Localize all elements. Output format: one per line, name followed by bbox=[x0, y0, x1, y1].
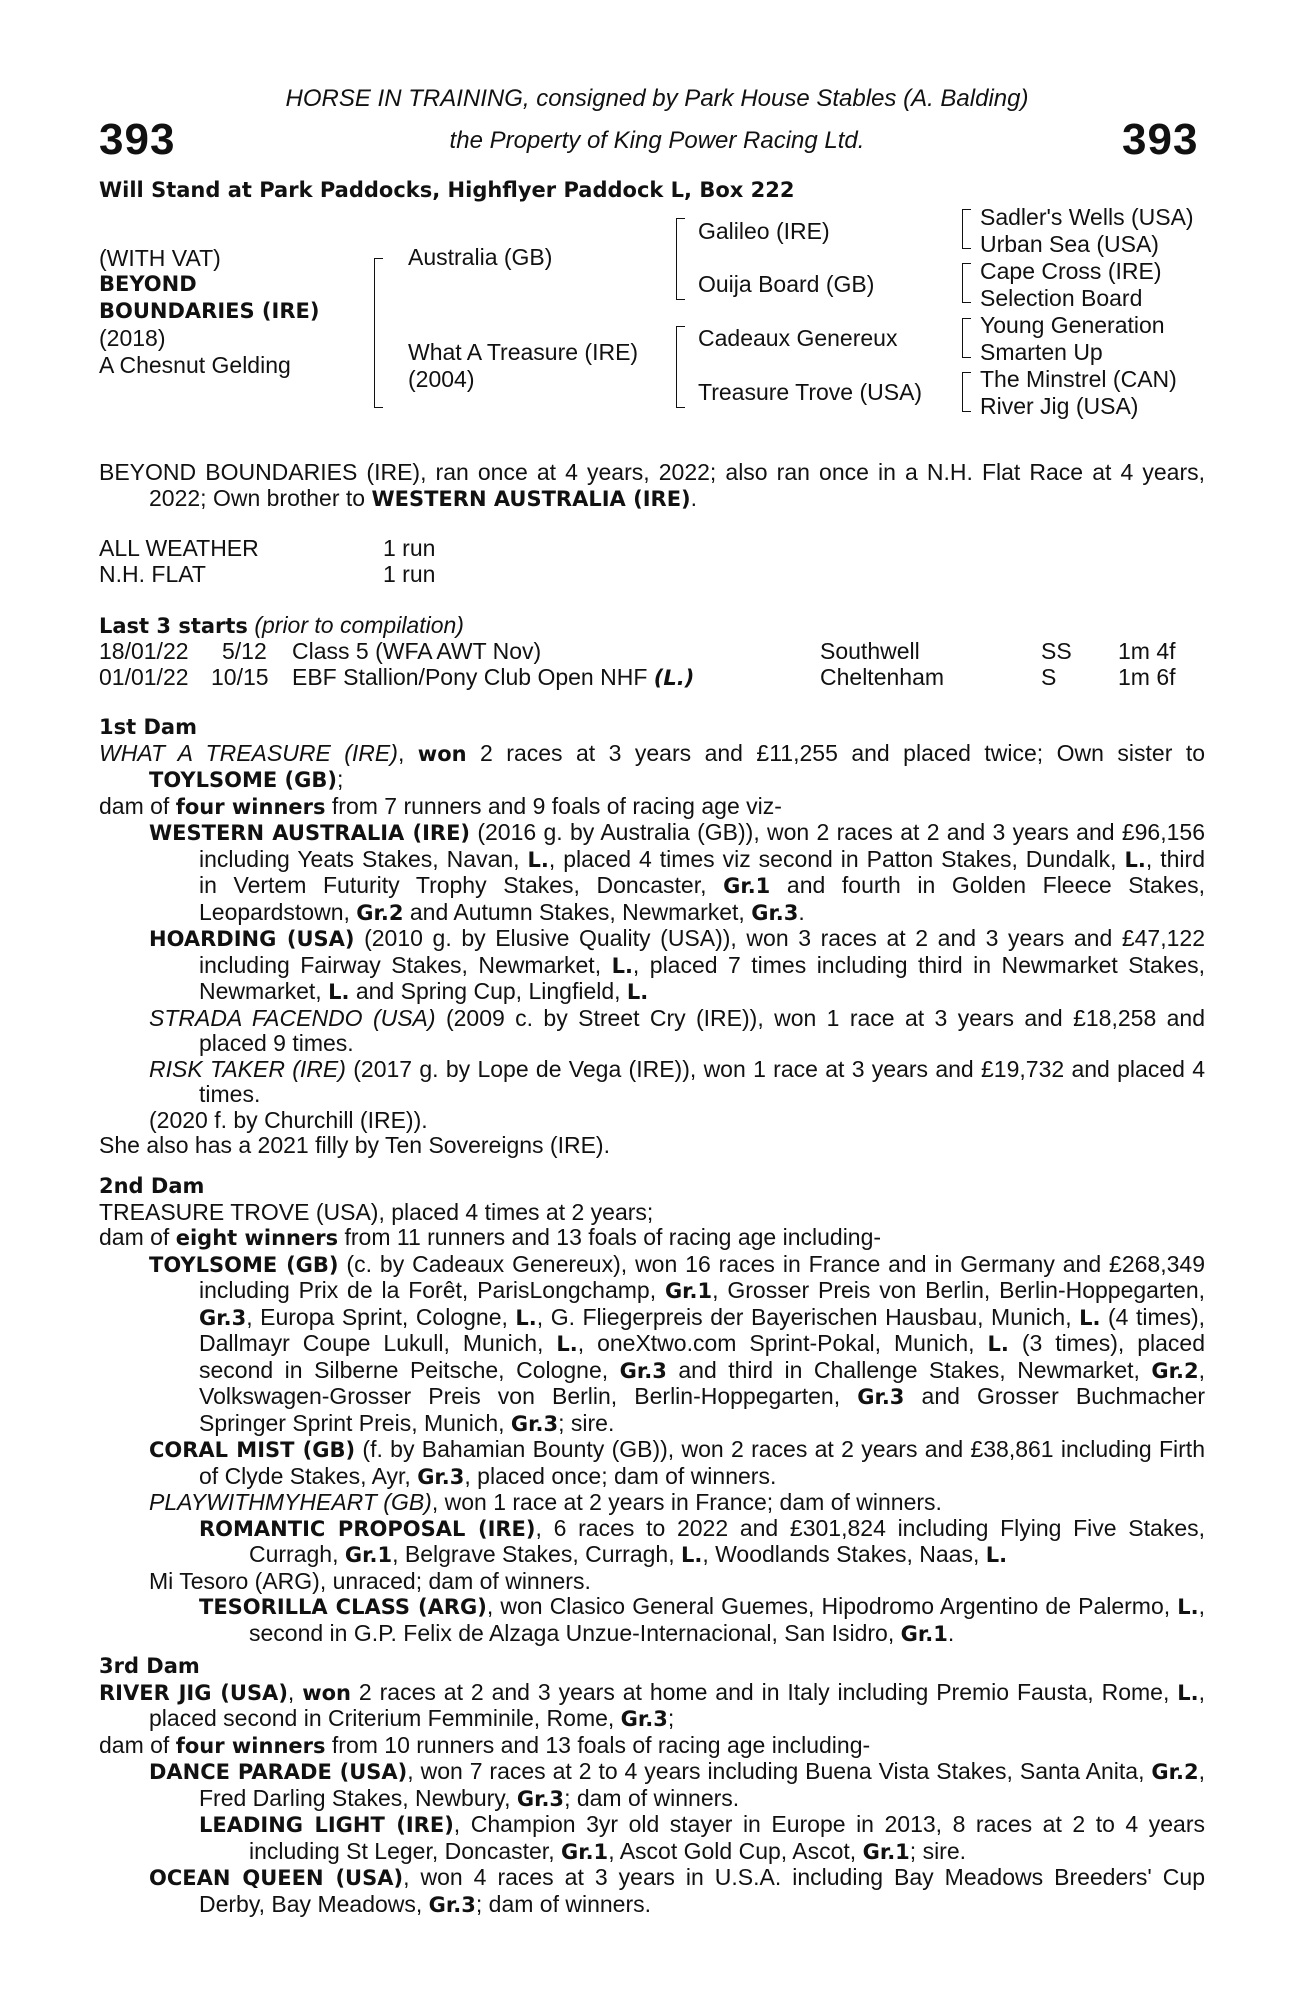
t: and fourth in Golden Fleece Stakes, Leopardstown, bbox=[199, 872, 1205, 925]
ped-dsd: Smarten Up bbox=[980, 339, 1103, 365]
ped-dss: Young Generation bbox=[980, 312, 1165, 338]
start-distance: 1m 6f bbox=[1118, 664, 1176, 690]
ped-sss: Sadler's Wells (USA) bbox=[980, 204, 1194, 230]
punct: ; bbox=[337, 766, 344, 792]
third-dam-para: RIVER JIG (USA), won 2 races at 2 and 3 years at home and in Italy including Premio Fausta, Rome, L., placed second in Criterium Femminile, Rome, Gr.3; bbox=[99, 1678, 1205, 1731]
grade: Gr.3 bbox=[619, 1358, 667, 1383]
offspring-entry: (2020 f. by Churchill (IRE)). bbox=[149, 1106, 428, 1133]
offspring-entry bbox=[99, 1006, 1205, 1057]
t: and third in Challenge Stakes, Newmarket, bbox=[666, 1356, 1152, 1383]
grade: Gr.3 bbox=[510, 1411, 559, 1436]
t: (2016 g. by Australia (GB)), won 2 races at 2 and 3 years and £96,156 including Yeats Stakes, Navan, bbox=[199, 819, 1205, 872]
t: , G. Fliegerpreis der Bayerischen Hausbau, Munich, bbox=[536, 1303, 1080, 1330]
ped-sdd: Selection Board bbox=[980, 285, 1143, 311]
t: , Belgrave Stakes, Curragh, bbox=[392, 1541, 681, 1567]
t: , second in G.P. Felix de Alzaga Unzue-Internacional, San Isidro, bbox=[249, 1593, 1205, 1646]
horse-description: A Chesnut Gelding bbox=[99, 352, 291, 378]
start-race-cell bbox=[292, 665, 694, 692]
summary-end: . bbox=[690, 484, 698, 511]
t: , third in Vertem Futurity Trophy Stakes, Doncaster, bbox=[199, 845, 1205, 898]
produce-a: dam of bbox=[99, 1731, 176, 1758]
offspring-entry bbox=[99, 1865, 1205, 1918]
brace-sd bbox=[962, 263, 971, 303]
grade: Gr.1 bbox=[723, 874, 771, 898]
t: , Europa Sprint, Cologne, bbox=[246, 1303, 516, 1330]
runs-row bbox=[99, 562, 435, 588]
brace-gen1 bbox=[374, 258, 383, 408]
t: , Grosser Preis von Berlin, Berlin-Hoppegarten, bbox=[712, 1277, 1205, 1303]
brace-dam bbox=[676, 326, 685, 408]
offspring-entry bbox=[99, 1490, 1205, 1516]
t: ; sire. bbox=[909, 1837, 967, 1864]
horse-name-line1: BEYOND bbox=[99, 272, 197, 296]
summary-paragraph bbox=[99, 460, 1205, 512]
last-starts-note: (prior to compilation) bbox=[254, 612, 464, 638]
ped-ddd: River Jig (USA) bbox=[980, 393, 1139, 419]
offspring-name: HOARDING (USA) bbox=[149, 927, 355, 951]
grade: L. bbox=[556, 1332, 578, 1356]
start-race: EBF Stallion/Pony Club Open NHF bbox=[292, 664, 654, 690]
last-starts-title: Last 3 starts bbox=[99, 614, 248, 638]
lot-number-right: 393 bbox=[1122, 115, 1199, 164]
offspring-entry bbox=[99, 926, 1205, 1006]
t: , Ascot Gold Cup, Ascot, bbox=[608, 1837, 863, 1864]
t: , 6 races to 2022 and £301,824 including Flying Five Stakes, Curragh, bbox=[249, 1514, 1206, 1567]
won-label: won bbox=[302, 1680, 352, 1705]
t: and Autumn Stakes, Newmarket, bbox=[403, 898, 752, 925]
grade: L. bbox=[1177, 1595, 1199, 1619]
ped-sd: Ouija Board (GB) bbox=[698, 271, 875, 297]
location-line: Will Stand at Park Paddocks, Highflyer Paddock L, Box 222 bbox=[99, 178, 795, 202]
first-dam-produce bbox=[99, 794, 1205, 821]
brace-dd bbox=[962, 372, 971, 412]
ped-dam: What A Treasure (IRE) bbox=[408, 339, 639, 365]
t: , placed second in Criterium Femminile, Rome, bbox=[149, 1678, 1205, 1731]
ped-ds: Cadeaux Genereux bbox=[698, 325, 898, 351]
start-grade: (L.) bbox=[653, 666, 695, 690]
offspring-entry bbox=[99, 1252, 1205, 1438]
second-dam-para: TREASURE TROVE (USA), placed 4 times at 2 years; bbox=[99, 1198, 654, 1225]
produce-c: from 11 runners and 13 foals of racing age including- bbox=[338, 1224, 882, 1250]
produce-c: from 7 runners and 9 foals of racing age viz- bbox=[325, 792, 782, 819]
first-dam-section bbox=[99, 715, 1205, 1159]
grade: Gr.1 bbox=[560, 1839, 609, 1864]
grade: Gr.3 bbox=[428, 1892, 476, 1917]
offspring-name: PLAYWITHMYHEART (GB) bbox=[149, 1489, 432, 1515]
grade: Gr.3 bbox=[751, 900, 799, 925]
runs-table bbox=[99, 536, 435, 587]
produce-winners: four winners bbox=[175, 1733, 326, 1758]
grade: L. bbox=[626, 980, 649, 1004]
t: , won 1 race at 2 years in France; dam of winners. bbox=[431, 1489, 942, 1515]
offspring-name: OCEAN QUEEN (USA) bbox=[149, 1866, 404, 1890]
vat-note: (WITH VAT) bbox=[99, 245, 221, 271]
grade: Gr.3 bbox=[620, 1707, 668, 1731]
t: ; bbox=[667, 1705, 675, 1731]
start-course: Cheltenham bbox=[820, 664, 945, 690]
t: , Champion 3yr old stayer in Europe in 2013, 8 races at 2 to 4 years including St Leger, Doncaster, bbox=[249, 1811, 1205, 1864]
offspring-entry: WESTERN AUSTRALIA (IRE) (2016 g. by Australia (GB)), won 2 races at 2 and 3 years and £96,156 including Yeats Stakes, Navan, L., placed 4 times viz second in Patton Stakes, Dundalk, L., third in Vertem Futurity Trophy Stakes, Doncaster, Gr.1 and fourth in Golden Fleece Stakes, Leopardstown, Gr.2 and Autumn Stakes, Newmarket, Gr.3. bbox=[149, 819, 1205, 925]
offspring-entry bbox=[99, 1057, 1205, 1108]
start-pos: 5/12 bbox=[222, 638, 267, 664]
produce-a: dam of bbox=[99, 1224, 176, 1250]
produce-winners: four winners bbox=[175, 794, 326, 819]
grade: Gr.1 bbox=[344, 1543, 393, 1567]
offspring-entry: Mi Tesoro (ARG), unraced; dam of winners. bbox=[149, 1567, 591, 1594]
grade: L. bbox=[527, 847, 549, 872]
t: , placed 7 times including third in Newmarket Stakes, Newmarket, bbox=[199, 951, 1205, 1004]
offspring-name: TOYLSOME (GB) bbox=[149, 1252, 339, 1277]
grade: L. bbox=[1124, 847, 1146, 872]
first-dam-closing: She also has a 2021 filly by Ten Sovereigns (IRE). bbox=[99, 1132, 610, 1158]
ped-dam-year: (2004) bbox=[408, 366, 475, 392]
horse-name-line2: BOUNDARIES (IRE) bbox=[99, 299, 320, 323]
run-count: 1 run bbox=[383, 560, 436, 587]
t: , Woodlands Stakes, Naas, bbox=[702, 1541, 986, 1567]
start-course: Southwell bbox=[820, 638, 920, 664]
t: (c. by Cadeaux Genereux), won 16 races in France and in Germany and £268,349 including Prix de la Forêt, ParisLongchamp, bbox=[199, 1250, 1205, 1303]
start-race: Class 5 (WFA AWT Nov) bbox=[292, 638, 542, 664]
offspring-name: DANCE PARADE (USA) bbox=[149, 1760, 408, 1784]
first-dam-name: WHAT A TREASURE (IRE) bbox=[99, 739, 398, 766]
produce-winners: eight winners bbox=[175, 1226, 339, 1250]
won-label: won bbox=[417, 741, 467, 766]
third-dam-section bbox=[99, 1654, 1205, 1918]
ped-ss: Galileo (IRE) bbox=[698, 218, 830, 244]
summary-text: BEYOND BOUNDARIES (IRE), ran once at 4 years, 2022; also ran once in a N.H. Flat Race at 4 years, 2022; Own brother to bbox=[99, 459, 1205, 511]
t: ; dam of winners. bbox=[564, 1784, 740, 1811]
t: , placed 4 times viz second in Patton Stakes, Dundalk, bbox=[548, 845, 1125, 872]
t: ; sire. bbox=[558, 1409, 615, 1436]
t: , won 4 races at 3 years in U.S.A. including Bay Meadows Breeders' Cup Derby, Bay Meadows, bbox=[199, 1864, 1206, 1917]
grade: L. bbox=[1079, 1305, 1101, 1330]
t: and Spring Cup, Lingfield, bbox=[349, 978, 627, 1004]
second-dam-section bbox=[99, 1174, 1205, 1647]
first-dam-title: 1st Dam bbox=[99, 715, 197, 739]
first-dam-text: 2 races at 3 years and £11,255 and placed twice; Own sister to bbox=[466, 739, 1206, 766]
offspring-name: ROMANTIC PROPOSAL (IRE) bbox=[199, 1516, 536, 1541]
t: 2 races at 2 and 3 years at home and in Italy including Premio Fausta, Rome, bbox=[351, 1678, 1178, 1705]
lot-number-left: 393 bbox=[99, 115, 176, 164]
start-going: S bbox=[1041, 664, 1057, 690]
grand-offspring-entry: TESORILLA CLASS (ARG), won Clasico General Guemes, Hipodromo Argentino de Palermo, L., second in G.P. Felix de Alzaga Unzue-Internacional, San Isidro, Gr.1. bbox=[199, 1593, 1205, 1646]
t: , placed once; dam of winners. bbox=[464, 1462, 777, 1489]
run-type: N.H. FLAT bbox=[99, 560, 206, 587]
grade: Gr.3 bbox=[417, 1464, 465, 1489]
run-count: 1 run bbox=[383, 535, 436, 561]
grade: Gr.1 bbox=[900, 1621, 948, 1646]
produce-c: from 10 runners and 13 foals of racing age including- bbox=[325, 1731, 871, 1758]
produce-a: dam of bbox=[99, 792, 176, 819]
run-type: ALL WEATHER bbox=[99, 535, 259, 561]
grade: Gr.3 bbox=[516, 1786, 565, 1811]
grade: L. bbox=[1177, 1680, 1199, 1705]
consignor-line: HORSE IN TRAINING, consigned by Park House Stables (A. Balding) bbox=[285, 85, 1029, 112]
t: (2010 g. by Elusive Quality (USA)), won 3 races at 2 and 3 years and £47,122 including Fairway Stakes, Newmarket, bbox=[199, 925, 1205, 978]
t: (3 times), placed second in Silberne Peitsche, Cologne, bbox=[199, 1330, 1206, 1383]
horse-year: (2018) bbox=[99, 325, 166, 351]
grade: Gr.2 bbox=[1151, 1760, 1199, 1784]
grand-offspring-entry bbox=[99, 1516, 1205, 1569]
t: and Grosser Buchmacher Springer Sprint Preis, Munich, bbox=[199, 1383, 1206, 1436]
grade: L. bbox=[611, 953, 633, 978]
grade: Gr.2 bbox=[1151, 1358, 1199, 1383]
grade: L. bbox=[987, 1332, 1009, 1356]
offspring-name: STRADA FACENDO (USA) bbox=[149, 1004, 436, 1031]
last-starts-heading bbox=[99, 613, 464, 640]
grade: Gr.1 bbox=[862, 1839, 910, 1864]
grade: L. bbox=[328, 980, 350, 1004]
first-dam-sister: TOYLSOME (GB) bbox=[149, 768, 337, 792]
grade: L. bbox=[515, 1305, 537, 1330]
offspring-name: CORAL MIST (GB) bbox=[149, 1438, 356, 1462]
grade: Gr.3 bbox=[199, 1305, 247, 1330]
grade: L. bbox=[681, 1543, 703, 1567]
summary-brother: WESTERN AUSTRALIA (IRE) bbox=[371, 486, 691, 511]
start-going: SS bbox=[1041, 638, 1072, 664]
offspring-name: WESTERN AUSTRALIA (IRE) bbox=[149, 821, 471, 845]
second-dam-produce bbox=[99, 1225, 1205, 1252]
offspring-entry bbox=[99, 1437, 1205, 1490]
grade: Gr.3 bbox=[857, 1385, 905, 1409]
first-dam-para: WHAT A TREASURE (IRE), won 2 races at 3 years and £11,255 and placed twice; Own sister to TOYLSOME (GB); bbox=[99, 739, 1206, 792]
third-dam-name: RIVER JIG (USA) bbox=[99, 1680, 288, 1705]
t: ; dam of winners. bbox=[475, 1890, 652, 1917]
grand-offspring-entry bbox=[99, 1812, 1205, 1865]
brace-ds bbox=[962, 318, 971, 358]
offspring-entry bbox=[99, 1759, 1205, 1812]
owner-line: the Property of King Power Racing Ltd. bbox=[449, 127, 865, 154]
start-date: 18/01/22 bbox=[99, 638, 189, 664]
t: (2009 c. by Street Cry (IRE)), won 1 race at 3 years and £18,258 and placed 9 times. bbox=[199, 1004, 1205, 1056]
t: (4 times), Dallmayr Coupe Lukull, Munich, bbox=[199, 1303, 1205, 1356]
start-distance: 1m 4f bbox=[1118, 638, 1176, 664]
t: , Fred Darling Stakes, Newbury, bbox=[199, 1758, 1205, 1811]
ped-dd: Treasure Trove (USA) bbox=[698, 379, 923, 405]
start-date: 01/01/22 bbox=[99, 664, 189, 690]
runs-row bbox=[99, 536, 435, 562]
ped-sds: Cape Cross (IRE) bbox=[980, 258, 1162, 284]
brace-ss bbox=[962, 209, 971, 249]
third-dam-produce bbox=[99, 1733, 1205, 1760]
offspring-name: RISK TAKER (IRE) bbox=[149, 1055, 346, 1082]
third-dam-title: 3rd Dam bbox=[99, 1654, 200, 1678]
ped-sire: Australia (GB) bbox=[408, 244, 553, 270]
second-dam-title: 2nd Dam bbox=[99, 1174, 205, 1198]
offspring-name: TESORILLA CLASS (ARG) bbox=[199, 1595, 487, 1619]
ped-ssd: Urban Sea (USA) bbox=[980, 231, 1159, 257]
brace-sire bbox=[676, 218, 685, 300]
t: , Volkswagen-Grosser Preis von Berlin, Berlin-Hoppegarten, bbox=[199, 1356, 1205, 1409]
grade: L. bbox=[985, 1543, 1008, 1567]
t: , won 7 races at 2 to 4 years including Buena Vista Stakes, Santa Anita, bbox=[407, 1758, 1152, 1784]
t: , won Clasico General Guemes, Hipodromo Argentino de Palermo, bbox=[486, 1593, 1178, 1619]
grade: Gr.1 bbox=[664, 1279, 713, 1303]
start-pos: 10/15 bbox=[211, 664, 269, 690]
offspring-name: LEADING LIGHT (IRE) bbox=[199, 1813, 454, 1837]
grade: Gr.2 bbox=[356, 900, 404, 925]
t: , oneXtwo.com Sprint-Pokal, Munich, bbox=[577, 1330, 988, 1356]
ped-dds: The Minstrel (CAN) bbox=[980, 366, 1177, 392]
t: (f. by Bahamian Bounty (GB)), won 2 races at 2 years and £38,861 including Firth of Clyde Stakes, Ayr, bbox=[199, 1436, 1205, 1489]
t: (2017 g. by Lope de Vega (IRE)), won 1 race at 3 years and £19,732 and placed 4 times. bbox=[199, 1055, 1205, 1107]
